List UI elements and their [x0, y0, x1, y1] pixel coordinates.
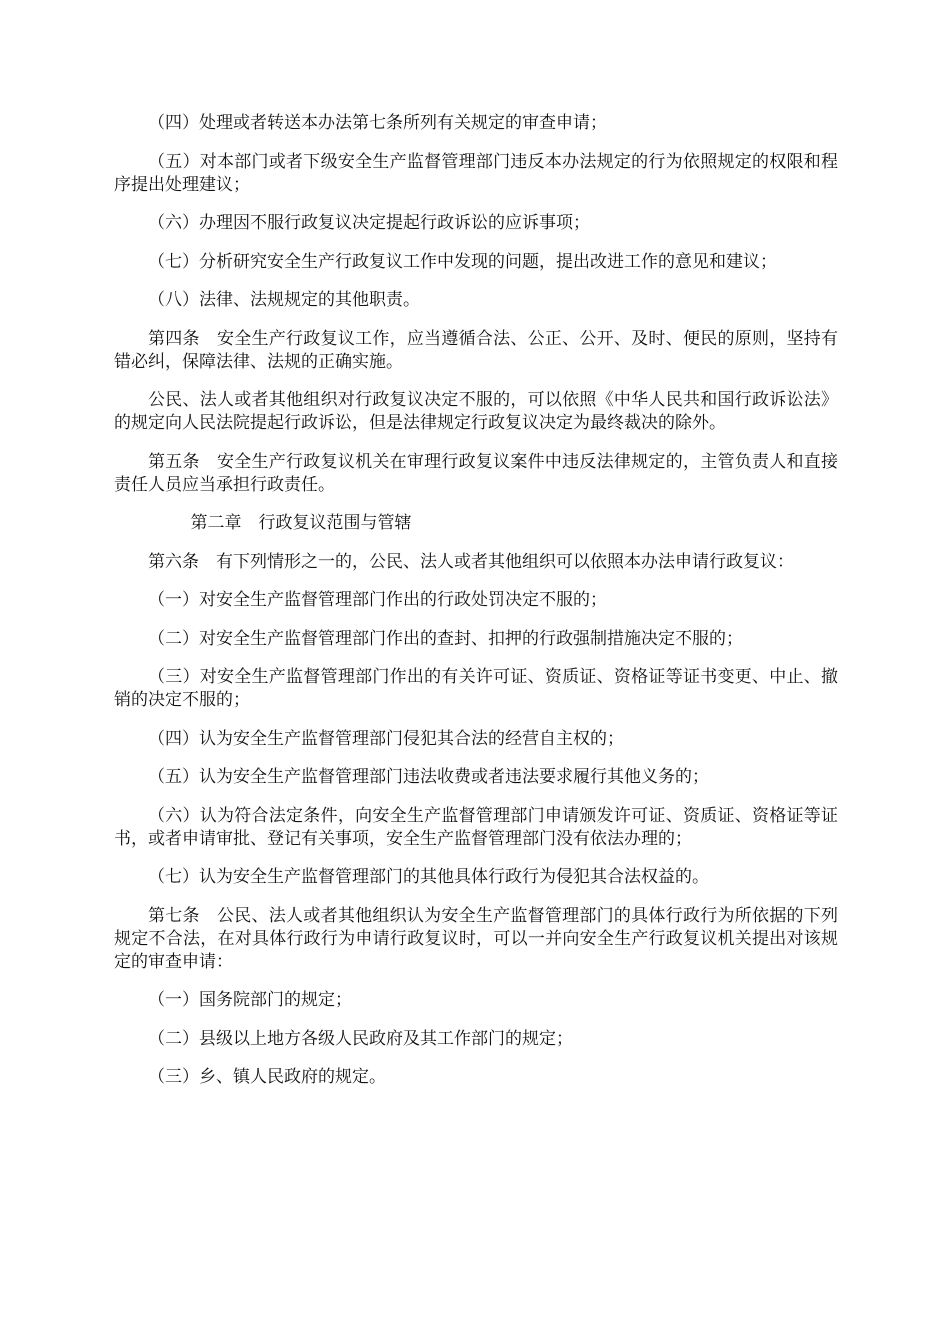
list-item-rule-3: （三）乡、镇人民政府的规定。 [148, 1067, 386, 1087]
chapter-2-heading: 第二章 行政复议范围与管辖 [190, 513, 412, 533]
list-item-scope-3: （三）对安全生产监督管理部门作出的有关许可证、资质证、资格证等证书变更、中止、撤销的决定不服的； [114, 667, 838, 710]
article-4: 第四条 安全生产行政复议工作，应当遵循合法、公正、公开、及时、便民的原则，坚持有错必纠，保障法律、法规的正确实施。 [114, 328, 838, 372]
article-5: 第五条 安全生产行政复议机关在审理行政复议案件中违反法律规定的，主管负责人和直接责任人员应当承担行政责任。 [114, 451, 838, 495]
article-7: 第七条 公民、法人或者其他组织认为安全生产监督管理部门的具体行政行为所依据的下列规定不合法，在对具体行政行为申请行政复议时，可以一并向安全生产行政复议机关提出对该规定的审查申请： [114, 905, 838, 972]
list-item-duty-4: （四）处理或者转送本办法第七条所列有关规定的审查申请； [148, 113, 607, 133]
list-item-duty-5: （五）对本部门或者下级安全生产监督管理部门违反本办法规定的行为依照规定的权限和程序提出处理建议； [114, 151, 838, 195]
article-6: 第六条 有下列情形之一的，公民、法人或者其他组织可以依照本办法申请行政复议： [148, 551, 794, 572]
list-item-duty-7: （七）分析研究安全生产行政复议工作中发现的问题，提出改进工作的意见和建议； [148, 251, 777, 272]
list-item-rule-2: （二）县级以上地方各级人民政府及其工作部门的规定； [148, 1028, 573, 1049]
list-item-rule-1: （一）国务院部门的规定； [148, 990, 352, 1010]
list-item-scope-2: （二）对安全生产监督管理部门作出的查封、扣押的行政强制措施决定不服的； [148, 628, 743, 649]
list-item-scope-6: （六）认为符合法定条件，向安全生产监督管理部门申请颁发许可证、资质证、资格证等证书，或者申请审批、登记有关事项，安全生产监督管理部门没有依法办理的； [114, 805, 838, 849]
list-item-scope-5: （五）认为安全生产监督管理部门违法收费或者违法要求履行其他义务的； [148, 767, 709, 787]
list-item-scope-4: （四）认为安全生产监督管理部门侵犯其合法的经营自主权的； [148, 728, 624, 749]
list-item-scope-1: （一）对安全生产监督管理部门作出的行政处罚决定不服的； [148, 590, 607, 610]
list-item-duty-6: （六）办理因不服行政复议决定提起行政诉讼的应诉事项； [148, 213, 590, 233]
list-item-duty-8: （八）法律、法规规定的其他职责。 [148, 290, 420, 310]
article-4-paragraph-2: 公民、法人或者其他组织对行政复议决定不服的，可以依照《中华人民共和国行政诉讼法》的规定向人民法院提起行政诉讼，但是法律规定行政复议决定为最终裁决的除外。 [114, 390, 838, 433]
list-item-scope-7: （七）认为安全生产监督管理部门的其他具体行政行为侵犯其合法权益的。 [148, 867, 709, 887]
document-page [114, 112, 838, 1105]
